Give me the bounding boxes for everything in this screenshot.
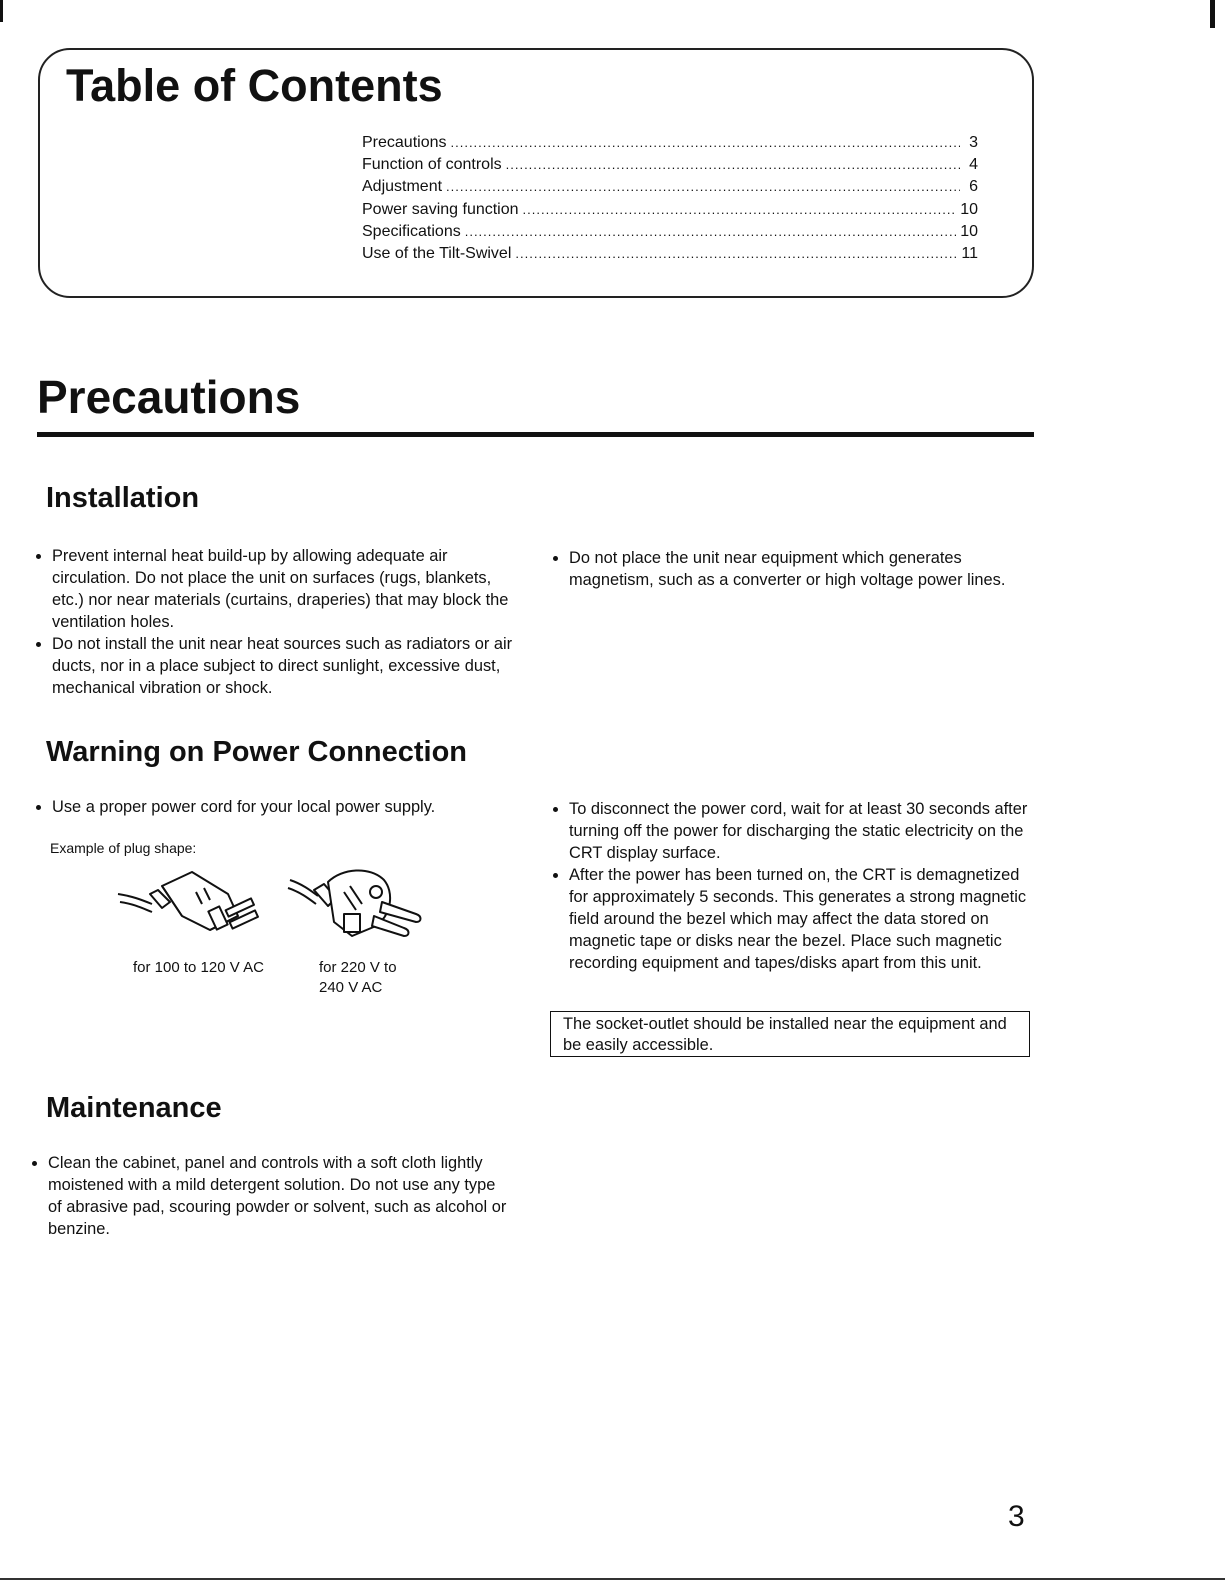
heading-rule xyxy=(37,432,1034,437)
list-item: Clean the cabinet, panel and controls with a soft cloth lightly moistened with a mild detergent solution. Do not use any type of abrasive pad, scouring powder or solvent, such as alcohol or benzine. xyxy=(32,1152,512,1240)
plug-caption-100v: for 100 to 120 V AC xyxy=(133,959,264,976)
toc-entry-page: 4 xyxy=(969,156,978,174)
scan-margin-mark xyxy=(0,0,3,22)
toc-entry[interactable] xyxy=(362,176,978,198)
toc-entry-page: 10 xyxy=(960,200,978,218)
toc-leader-dots xyxy=(523,199,957,221)
power-heading: Warning on Power Connection xyxy=(46,736,468,768)
installation-heading: Installation xyxy=(46,482,200,514)
installation-list-left xyxy=(36,545,516,699)
toc-entry-label: Specifications xyxy=(362,222,461,240)
toc-leader-dots xyxy=(465,221,956,243)
toc-entry-page: 11 xyxy=(961,244,978,262)
list-item: To disconnect the power cord, wait for at least 30 seconds after turning off the power for discharging the static electricity on the CRT display surface. xyxy=(553,798,1033,864)
maintenance-list xyxy=(32,1152,512,1240)
toc-title: Table of Contents xyxy=(66,60,443,111)
toc-entry-label: Use of the Tilt-Swivel xyxy=(362,244,512,262)
power-list-left xyxy=(36,796,516,818)
power-list-right xyxy=(553,798,1033,974)
installation-list-right xyxy=(553,547,1013,591)
toc-entry-label: Function of controls xyxy=(362,156,502,174)
toc-list xyxy=(362,132,978,265)
list-item: Do not place the unit near equipment which generates magnetism, such as a converter or high voltage power lines. xyxy=(553,547,1013,591)
maintenance-heading: Maintenance xyxy=(46,1092,222,1124)
socket-outlet-note: The socket-outlet should be installed near the equipment and be easily accessible. xyxy=(550,1011,1030,1057)
list-item: Prevent internal heat build-up by allowing adequate air circulation. Do not place the unit on surfaces (rugs, blankets, etc.) nor near materials (curtains, draperies) that may block the ventilation holes. xyxy=(36,545,516,633)
plug-example-label: Example of plug shape: xyxy=(50,840,197,856)
toc-entry-label: Adjustment xyxy=(362,178,443,196)
page-heading: Precautions xyxy=(37,371,301,423)
toc-entry[interactable] xyxy=(362,221,978,243)
toc-entry-label: Power saving function xyxy=(362,200,519,218)
scan-margin-mark xyxy=(1210,0,1215,28)
us-plug-illustration xyxy=(110,864,280,949)
list-item: Do not install the unit near heat sources such as radiators or air ducts, nor in a place subject to direct sunlight, excessive dust, mechanical vibration or shock. xyxy=(36,633,516,699)
list-item: Use a proper power cord for your local power supply. xyxy=(36,796,516,818)
toc-entry[interactable] xyxy=(362,154,978,176)
toc-entry-page: 10 xyxy=(960,222,978,240)
list-item: After the power has been turned on, the CRT is demagnetized for approximately 5 seconds. This generates a strong magnetic field around the bezel which may affect the data stored on magnetic tape or disks near the bezel. Place such magnetic recording equipment and tapes/disks apart from this unit. xyxy=(553,864,1033,974)
toc-entry-page: 6 xyxy=(969,178,978,196)
toc-entry[interactable] xyxy=(362,199,978,221)
toc-entry-page: 3 xyxy=(969,134,978,151)
toc-leader-dots xyxy=(446,176,960,198)
bottom-rule xyxy=(0,1578,1225,1580)
eu-plug-illustration xyxy=(284,862,444,952)
toc-leader-dots xyxy=(515,243,957,265)
toc-leader-dots xyxy=(506,154,960,176)
toc-leader-dots xyxy=(451,132,961,154)
plug-caption-220v: for 220 V to 240 V AC xyxy=(319,959,397,996)
toc-entry-label: Precautions xyxy=(362,134,447,151)
page-number: 3 xyxy=(1008,1500,1025,1533)
toc-entry[interactable] xyxy=(362,132,978,154)
toc-entry[interactable] xyxy=(362,243,978,265)
